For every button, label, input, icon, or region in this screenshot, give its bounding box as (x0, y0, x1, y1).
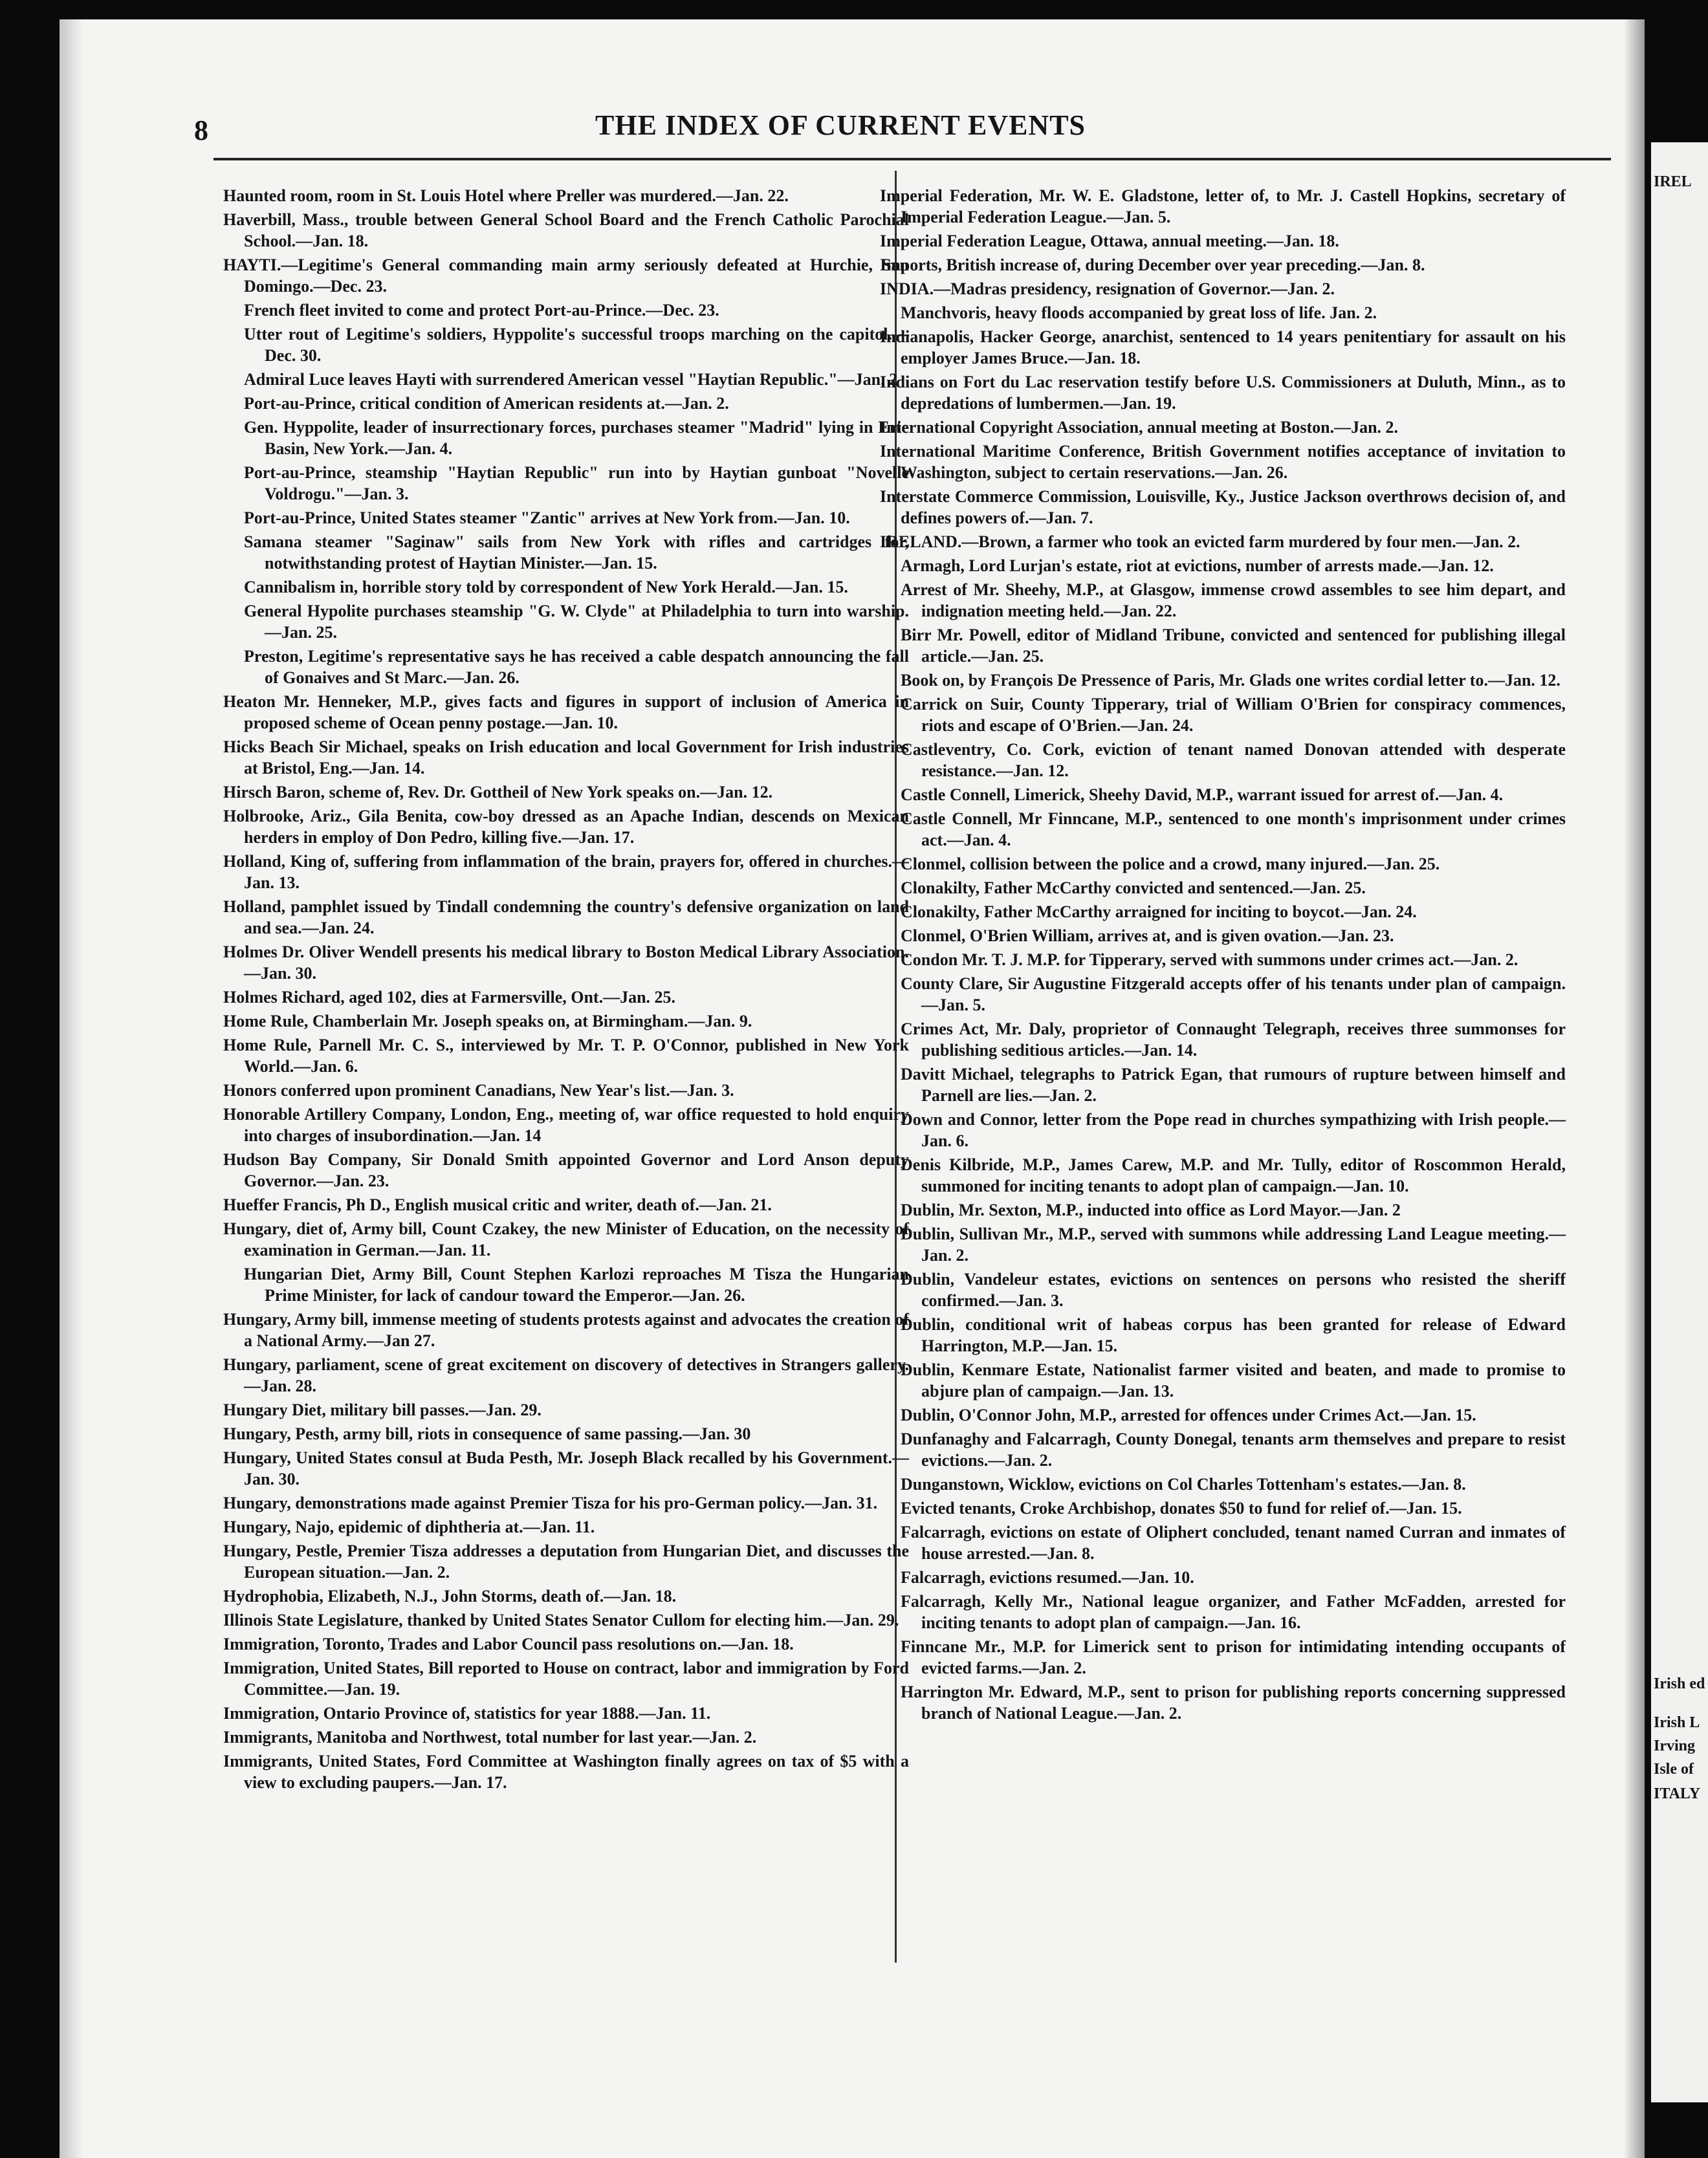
index-entry: Hungary, diet of, Army bill, Count Czakey, the new Minister of Education, on the necessity of examination in German.—Jan. 11. (223, 1219, 909, 1259)
index-subentry: Falcarragh, Kelly Mr., National league organizer, and Father McFadden, arrested for inciting tenants to adopt plan of campaign.—Jan. 16. (901, 1592, 1566, 1632)
index-subentry: General Hypolite purchases steamship "G. W. Clyde" at Philadelphia to turn into warship.—Jan. 25. (244, 602, 909, 642)
index-entry: Immigration, United States, Bill reported to House on contract, labor and immigration by Ford Committee.—Jan. 19. (223, 1659, 909, 1699)
index-subentry: Dunfanaghy and Falcarragh, County Donegal, tenants arm themselves and prepare to resist evictions.—Jan. 2. (901, 1430, 1566, 1470)
index-entry: Heaton Mr. Henneker, M.P., gives facts and figures in support of inclusion of America in proposed scheme of Ocean penny postage.—Jan. 10. (223, 692, 909, 732)
index-subentry: Carrick on Suir, County Tipperary, trial of William O'Brien for conspiracy commences, riots and escape of O'Brien.—Jan. 24. (901, 695, 1566, 735)
index-subentry: Samana steamer "Saginaw" sails from New York with rifles and cartridges for, notwithstanding protest of Haytian Minister.—Jan. 15. (244, 532, 909, 572)
index-entry: Indians on Fort du Lac reservation testify before U.S. Commissioners at Duluth, Minn., as to depredations of lumbermen.—Jan. 19. (880, 373, 1566, 413)
index-entry: Indianapolis, Hacker George, anarchist, sentenced to 14 years penitentiary for assault on his employer James Bruce.—Jan. 18. (880, 327, 1566, 367)
index-subentry: Falcarragh, evictions resumed.—Jan. 10. (901, 1568, 1194, 1587)
index-entry: Hungary, Pesth, army bill, riots in consequence of same passing.—Jan. 30 (223, 1424, 751, 1443)
index-subentry: Denis Kilbride, M.P., James Carew, M.P. and Mr. Tully, editor of Roscommon Herald, summoned for inciting tenants to adopt plan of campaign.—Jan. 10. (901, 1155, 1566, 1195)
adjacent-fragment: Isle of (1654, 1761, 1694, 1778)
index-subentry: Dunganstown, Wicklow, evictions on Col Charles Tottenham's estates.—Jan. 8. (901, 1475, 1466, 1494)
page-number: 8 (194, 114, 208, 146)
index-subentry: Clonakilty, Father McCarthy arraigned for inciting to boycot.—Jan. 24. (901, 902, 1417, 921)
index-subentry: Crimes Act, Mr. Daly, proprietor of Connaught Telegraph, receives three summonses for publishing seditious articles.—Jan. 14. (901, 1019, 1566, 1060)
index-subentry: Dublin, Mr. Sexton, M.P., inducted into office as Lord Mayor.—Jan. 2 (901, 1201, 1401, 1219)
index-entry: IRELAND.—Brown, a farmer who took an evicted farm murdered by four men.—Jan. 2. (880, 532, 1520, 551)
index-subentry: Clonakilty, Father McCarthy convicted and sentenced.—Jan. 25. (901, 878, 1366, 897)
index-subentry: Port-au-Prince, steamship "Haytian Republic" run into by Haytian gunboat "Novelle Voldrogu."—Jan. 3. (244, 463, 909, 503)
header-rule (214, 158, 1611, 160)
index-entry: Honorable Artillery Company, London, Eng., meeting of, war office requested to hold enquiry into charges of insubordination.—Jan. 14 (223, 1105, 909, 1145)
index-subentry: Castle Connell, Limerick, Sheehy David, M.P., warrant issued for arrest of.—Jan. 4. (901, 785, 1504, 804)
index-entry: Home Rule, Parnell Mr. C. S., interviewed by Mr. T. P. O'Connor, published in New York World.—Jan. 6. (223, 1036, 909, 1076)
index-subentry: Port-au-Prince, United States steamer "Zantic" arrives at New York from.—Jan. 10. (244, 508, 850, 527)
index-entry: Imports, British increase of, during December over year preceding.—Jan. 8. (880, 256, 1425, 274)
index-entry: HAYTI.—Legitime's General commanding main army seriously defeated at Hurchie, San Domingo.—Dec. 23. (223, 256, 909, 296)
index-entry: Illinois State Legislature, thanked by United States Senator Cullom for electing him.—Jan. 29. (223, 1611, 899, 1629)
right-column (880, 185, 1566, 1727)
adjacent-fragment: Irving (1654, 1738, 1696, 1754)
index-subentry: Clonmel, collision between the police and a crowd, many injured.—Jan. 25. (901, 855, 1440, 873)
index-subentry: Harrington Mr. Edward, M.P., sent to prison for publishing reports concerning suppressed branch of National League.—Jan. 2. (901, 1683, 1566, 1723)
index-subentry: Dublin, Vandeleur estates, evictions on sentences on persons who resisted the sheriff confirmed.—Jan. 3. (901, 1270, 1566, 1310)
index-subentry: Book on, by François De Pressence of Paris, Mr. Glads one writes cordial letter to.—Jan. 12. (901, 671, 1560, 690)
index-entry: Holmes Richard, aged 102, dies at Farmersville, Ont.—Jan. 25. (223, 988, 676, 1007)
index-subentry: Down and Connor, letter from the Pope read in churches sympathizing with Irish people.—Jan. 6. (901, 1110, 1566, 1150)
index-subentry: Birr Mr. Powell, editor of Midland Tribune, convicted and sentenced for publishing illegal article.—Jan. 25. (901, 626, 1566, 666)
index-subentry: Manchvoris, heavy floods accompanied by great loss of life. Jan. 2. (901, 303, 1377, 322)
index-entry: Immigration, Ontario Province of, statistics for year 1888.—Jan. 11. (223, 1704, 711, 1723)
index-subentry: Condon Mr. T. J. M.P. for Tipperary, served with summons under crimes act.—Jan. 2. (901, 950, 1518, 969)
left-column (223, 185, 909, 1796)
index-entry: Hungary, Pestle, Premier Tisza addresses a deputation from Hungarian Diet, and discusses the European situation.—Jan. 2. (223, 1542, 909, 1582)
index-entry: Holland, pamphlet issued by Tindall condemning the country's defensive organization on land and sea.—Jan. 24. (223, 897, 909, 937)
index-entry: Imperial Federation, Mr. W. E. Gladstone, letter of, to Mr. J. Castell Hopkins, secretary of Imperial Federation League.—Jan. 5. (880, 186, 1566, 226)
index-entry: Honors conferred upon prominent Canadians, New Year's list.—Jan. 3. (223, 1081, 734, 1100)
index-entry: Immigrants, Manitoba and Northwest, total number for last year.—Jan. 2. (223, 1728, 757, 1747)
index-entry: Hungary, demonstrations made against Premier Tisza for his pro-German policy.—Jan. 31. (223, 1494, 878, 1512)
index-subentry: Admiral Luce leaves Hayti with surrendered American vessel "Haytian Republic."—Jan. 2 (244, 370, 898, 389)
index-entry: Holmes Dr. Oliver Wendell presents his medical library to Boston Medical Library Association.—Jan. 30. (223, 943, 909, 983)
index-entry: Immigrants, United States, Ford Committee at Washington finally agrees on tax of $5 with a view to excluding paupers.—Jan. 17. (223, 1752, 909, 1792)
index-subentry: Dublin, Sullivan Mr., M.P., served with summons while addressing Land League meeting.—Jan. 2. (901, 1225, 1566, 1265)
index-entry: Home Rule, Chamberlain Mr. Joseph speaks on, at Birmingham.—Jan. 9. (223, 1012, 752, 1030)
index-entry: Hueffer Francis, Ph D., English musical critic and writer, death of.—Jan. 21. (223, 1195, 772, 1214)
index-subentry: County Clare, Sir Augustine Fitzgerald accepts offer of his tenants under plan of campaign.—Jan. 5. (901, 974, 1566, 1014)
index-subentry: Port-au-Prince, critical condition of American residents at.—Jan. 2. (244, 394, 729, 413)
index-subentry: Cannibalism in, horrible story told by correspondent of New York Herald.—Jan. 15. (244, 578, 848, 596)
index-subentry: Evicted tenants, Croke Archbishop, donates $50 to fund for relief of.—Jan. 15. (901, 1499, 1462, 1518)
index-entry: Haverbill, Mass., trouble between General School Board and the French Catholic Parochial School.—Jan. 18. (223, 210, 909, 250)
index-subentry: French fleet invited to come and protect Port-au-Prince.—Dec. 23. (244, 301, 719, 320)
index-subentry: Armagh, Lord Lurjan's estate, riot at evictions, number of arrests made.—Jan. 12. (901, 556, 1494, 575)
index-entry: INDIA.—Madras presidency, resignation of Governor.—Jan. 2. (880, 279, 1335, 298)
index-entry: Interstate Commerce Commission, Louisville, Ky., Justice Jackson overthrows decision of, and defines powers of.—Jan. 7. (880, 487, 1566, 527)
index-entry: International Maritime Conference, British Government notifies acceptance of invitation to Washington, subject to certain reservations.—Jan. 26. (880, 442, 1566, 482)
index-subentry: Davitt Michael, telegraphs to Patrick Egan, that rumours of rupture between himself and Parnell are lies.—Jan. 2. (901, 1065, 1566, 1105)
index-subentry: Dublin, Kenmare Estate, Nationalist farmer visited and beaten, and made to promise to abjure plan of campaign.—Jan. 13. (901, 1360, 1566, 1401)
index-subentry: Finncane Mr., M.P. for Limerick sent to prison for intimidating intending occupants of evicted farms.—Jan. 2. (901, 1637, 1566, 1677)
index-subentry: Hungarian Diet, Army Bill, Count Stephen Karlozi reproaches M Tisza the Hungarian Prime Minister, for lack of candour toward the Emperor.—Jan. 26. (244, 1265, 909, 1305)
index-subentry: Gen. Hyppolite, leader of insurrectionary forces, purchases steamer "Madrid" lying in Erie Basin, New York.—Jan. 4. (244, 418, 909, 458)
index-subentry: Castleventry, Co. Cork, eviction of tenant named Donovan attended with desperate resistance.—Jan. 12. (901, 740, 1566, 780)
index-entry: International Copyright Association, annual meeting at Boston.—Jan. 2. (880, 418, 1399, 437)
index-entry: Holbrooke, Ariz., Gila Benita, cow-boy dressed as an Apache Indian, descends on Mexican herders in employ of Don Pedro, killing five.—Jan. 17. (223, 807, 909, 847)
adjacent-page (1651, 142, 1708, 2102)
adjacent-fragment: IREL (1654, 173, 1692, 190)
index-subentry: Dublin, conditional writ of habeas corpus has been granted for release of Edward Harrington, M.P.—Jan. 15. (901, 1315, 1566, 1355)
index-subentry: Preston, Legitime's representative says he has received a cable despatch announcing the fall of Gonaives and St Marc.—Jan. 26. (244, 647, 909, 687)
adjacent-fragment: Irish ed (1654, 1675, 1705, 1692)
binding-shadow (60, 19, 83, 2158)
index-subentry: Clonmel, O'Brien William, arrives at, and is given ovation.—Jan. 23. (901, 926, 1394, 945)
adjacent-fragment: ITALY (1654, 1785, 1701, 1802)
index-entry: Hudson Bay Company, Sir Donald Smith appointed Governor and Lord Anson deputy Governor.—Jan. 23. (223, 1150, 909, 1190)
index-entry: Hungary, parliament, scene of great excitement on discovery of detectives in Strangers gallery.—Jan. 28. (223, 1355, 909, 1395)
index-entry: Hicks Beach Sir Michael, speaks on Irish education and local Government for Irish industries at Bristol, Eng.—Jan. 14. (223, 737, 909, 778)
index-subentry: Arrest of Mr. Sheehy, M.P., at Glasgow, immense crowd assembles to see him depart, and indignation meeting held.—Jan. 22. (901, 580, 1566, 620)
index-entry: Hungary, Army bill, immense meeting of students protests against and advocates the creation of a National Army.—Jan 27. (223, 1310, 909, 1350)
index-subentry: Dublin, O'Connor John, M.P., arrested for offences under Crimes Act.—Jan. 15. (901, 1406, 1476, 1424)
adjacent-fragment: Irish L (1654, 1714, 1700, 1731)
index-subentry: Falcarragh, evictions on estate of Oliphert concluded, tenant named Curran and inmates of house arrested.—Jan. 8. (901, 1523, 1566, 1563)
index-entry: Hirsch Baron, scheme of, Rev. Dr. Gottheil of New York speaks on.—Jan. 12. (223, 783, 773, 801)
index-entry: Imperial Federation League, Ottawa, annual meeting.—Jan. 18. (880, 232, 1339, 250)
index-entry: Immigration, Toronto, Trades and Labor Council pass resolutions on.—Jan. 18. (223, 1635, 794, 1653)
index-entry: Hungary, United States consul at Buda Pesth, Mr. Joseph Black recalled by his Government.—Jan. 30. (223, 1448, 909, 1488)
index-subentry: Utter rout of Legitime's soldiers, Hyppolite's successful troops marching on the capitol.—Dec. 30. (244, 325, 909, 365)
index-entry: Haunted room, room in St. Louis Hotel where Preller was murdered.—Jan. 22. (223, 186, 789, 205)
index-entry: Hungary Diet, military bill passes.—Jan. 29. (223, 1401, 542, 1419)
page-title: THE INDEX OF CURRENT EVENTS (595, 109, 1086, 141)
index-subentry: Castle Connell, Mr Finncane, M.P., sentenced to one month's imprisonment under crimes act.—Jan. 4. (901, 809, 1566, 849)
index-entry: Holland, King of, suffering from inflammation of the brain, prayers for, offered in churches.—Jan. 13. (223, 852, 909, 892)
index-entry: Hydrophobia, Elizabeth, N.J., John Storms, death of.—Jan. 18. (223, 1587, 677, 1606)
page-edge-shadow (1624, 19, 1645, 2158)
adjacent-page-strip (1645, 0, 1708, 2158)
index-entry: Hungary, Najo, epidemic of diphtheria at.—Jan. 11. (223, 1518, 595, 1536)
